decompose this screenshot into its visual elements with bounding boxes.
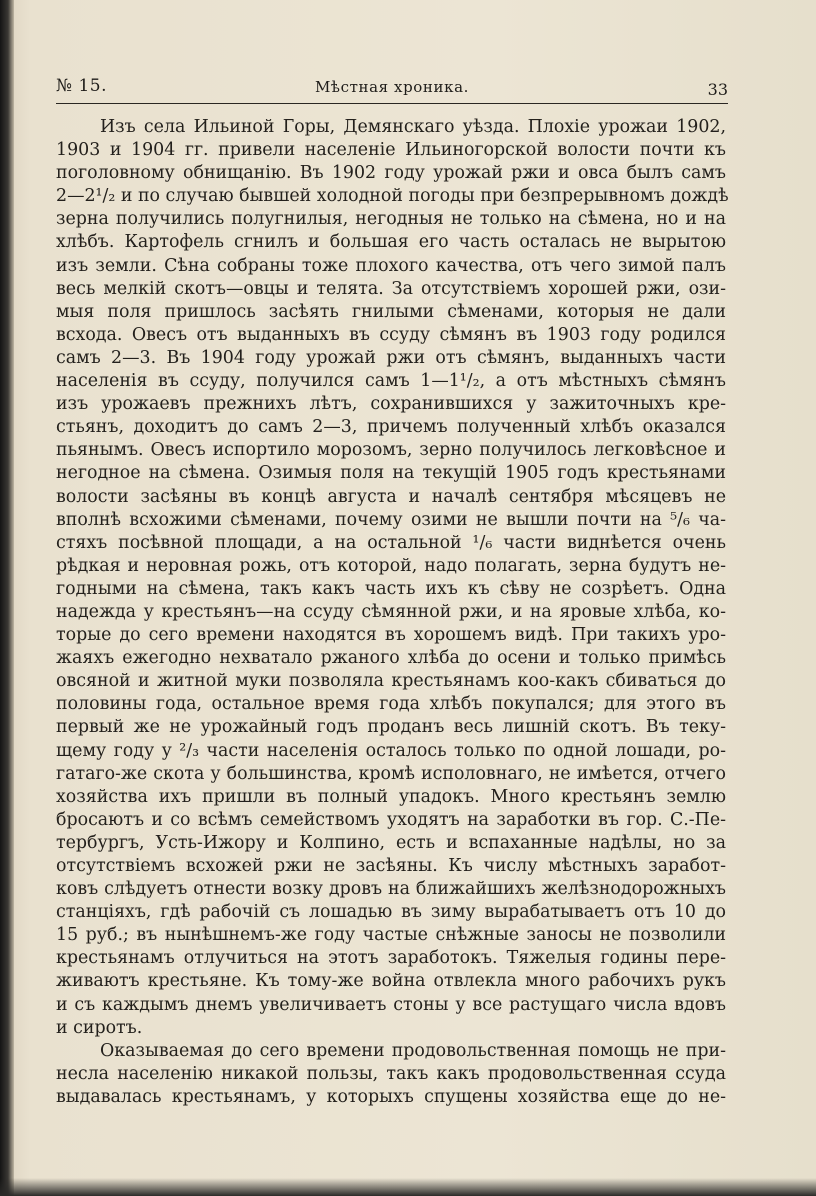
text-line: годными на сѣмена, такъ какъ часть ихъ къ сѣву не созрѣетъ. Одна (56, 578, 726, 599)
text-line: волости засѣяны въ концѣ августа и началѣ сентября мѣсяцевъ не (56, 486, 726, 507)
text-line: стяхъ посѣвной площади, а на остальной ¹/₆ части виднѣется очень (56, 532, 726, 553)
text-line: негодное на сѣмена. Озимыя поля на текущій 1905 годъ крестьянами (56, 463, 726, 484)
running-header (56, 76, 728, 102)
text-line: первый же не урожайный годъ проданъ весь лишній скотъ. Въ теку- (56, 717, 726, 738)
text-line: мыя поля пришлось засѣять гнилыми сѣменами, которыя не дали (56, 301, 726, 322)
text-line: зерна получились полугнилыя, негодныя не только на сѣмена, но и на (56, 209, 726, 230)
text-line: населенія въ ссуду, получился самъ 1—1¹/₂, а отъ мѣстныхъ сѣмянъ (56, 371, 726, 392)
text-line: жаяхъ ежегодно нехватало ржаного хлѣба до осени и только примѣсь (56, 648, 726, 669)
text-line: овсяной и житной муки позволяла крестьянамъ коо-какъ сбиваться до (56, 671, 726, 692)
text-line: Оказываемая до сего времени продовольственная помощь не при- (100, 1040, 726, 1061)
text-line: половины года, остальное время года хлѣбъ покупался; для этого въ (56, 694, 726, 715)
text-line: изъ земли. Сѣна собраны тоже плохого качества, отъ чего зимой палъ (56, 255, 726, 276)
text-line: 2—2¹/₂ и по случаю бывшей холодной погоды при безпрерывномъ дождѣ (56, 186, 729, 207)
text-line: рѣдкая и неровная рожь, отъ которой, надо полагать, зерна будутъ не- (56, 555, 726, 576)
text-line: вполнѣ всхожими сѣменами, почему озими не вышли почти на ⁵/₆ ча- (56, 509, 726, 530)
text-line: поголовному обнищанію. Въ 1902 году урожай ржи и овса былъ самъ (56, 163, 726, 184)
section-title: Мѣстная хроника. (314, 78, 470, 96)
text-line: бросаютъ и со всѣмъ семействомъ уходятъ на заработки въ гор. С.-Пе- (56, 809, 726, 830)
header-rule (56, 103, 728, 104)
text-line: стьянъ, доходитъ до самъ 2—3, причемъ полученный хлѣбъ оказался (56, 417, 726, 438)
page-number: 33 (707, 80, 728, 99)
text-line: весь мелкій скотъ—овцы и телята. За отсутствіемъ хорошей ржи, ози- (56, 278, 726, 299)
text-line: станціяхъ, гдѣ рабочій съ лошадью въ зиму вырабатываетъ отъ 10 до (56, 902, 726, 923)
text-line: крестьянамъ отлучиться на этотъ заработокъ. Тяжелыя годины пере- (56, 948, 726, 969)
text-line: и сиротъ. (56, 1017, 143, 1038)
text-line: Изъ села Ильиной Горы, Демянскаго уѣзда. Плохіе урожаи 1902, (100, 117, 726, 137)
text-line: и съ каждымъ днемъ увеличиваетъ стоны у все растущаго числа вдовъ (56, 994, 726, 1015)
text-line: всхода. Овесъ отъ выданныхъ въ ссуду сѣмянъ въ 1903 году родился (56, 324, 726, 345)
text-line: хлѣбъ. Картофель сгнилъ и большая его часть осталась не вырытою (56, 232, 726, 253)
text-line: тербургъ, Усть-Ижору и Колпино, есть и вспаханные надѣлы, но за (56, 832, 726, 853)
text-line: надежда у крестьянъ—на ссуду сѣмянной ржи, и на яровые хлѣба, ко- (56, 601, 726, 622)
text-line: пьянымъ. Овесъ испортило морозомъ, зерно получилось легковѣсное и (56, 440, 726, 461)
text-line: торые до сего времени находятся въ хорошемъ видѣ. При такихъ уро- (56, 625, 726, 646)
text-line: хозяйства ихъ пришли въ полный упадокъ. Много крестьянъ землю (56, 786, 726, 807)
text-line: живаютъ крестьяне. Къ тому-же война отвлекла много рабочихъ рукъ (56, 971, 726, 992)
text-line: щему году у ²/₃ части населенія осталось только по одной лошади, ро- (56, 740, 726, 761)
book-binding-gutter (0, 0, 14, 1196)
text-line: отсутствіемъ всхожей ржи не засѣяны. Къ числу мѣстныхъ заработ- (56, 856, 726, 876)
text-line: самъ 2—3. Въ 1904 году урожай ржи отъ сѣмянъ, выданныхъ части (56, 347, 726, 368)
text-line: ковъ слѣдуетъ отнести возку дровъ на ближайшихъ желѣзнодорожныхъ (56, 879, 726, 900)
text-line: гатаго-же скота у большинства, кромѣ исполовнаго, не имѣется, отчего (56, 763, 726, 784)
article-body (56, 116, 729, 1109)
issue-number: № 15. (56, 76, 108, 96)
text-line: изъ урожаевъ прежнихъ лѣтъ, сохранившихся у зажиточныхъ кре- (56, 394, 726, 415)
text-line: 15 руб.; въ нынѣшнемъ-же году частые снѣжные заносы не позволили (56, 925, 726, 946)
page-bottom-edge (0, 1178, 816, 1196)
text-line: несла населенію никакой пользы, такъ какъ продовольственная ссуда (56, 1063, 726, 1084)
text-line: выдавалась крестьянамъ, у которыхъ спущены хозяйства еще до не- (56, 1086, 726, 1107)
text-line: 1903 и 1904 гг. привели населеніе Ильиногорской волости почти къ (56, 140, 726, 161)
